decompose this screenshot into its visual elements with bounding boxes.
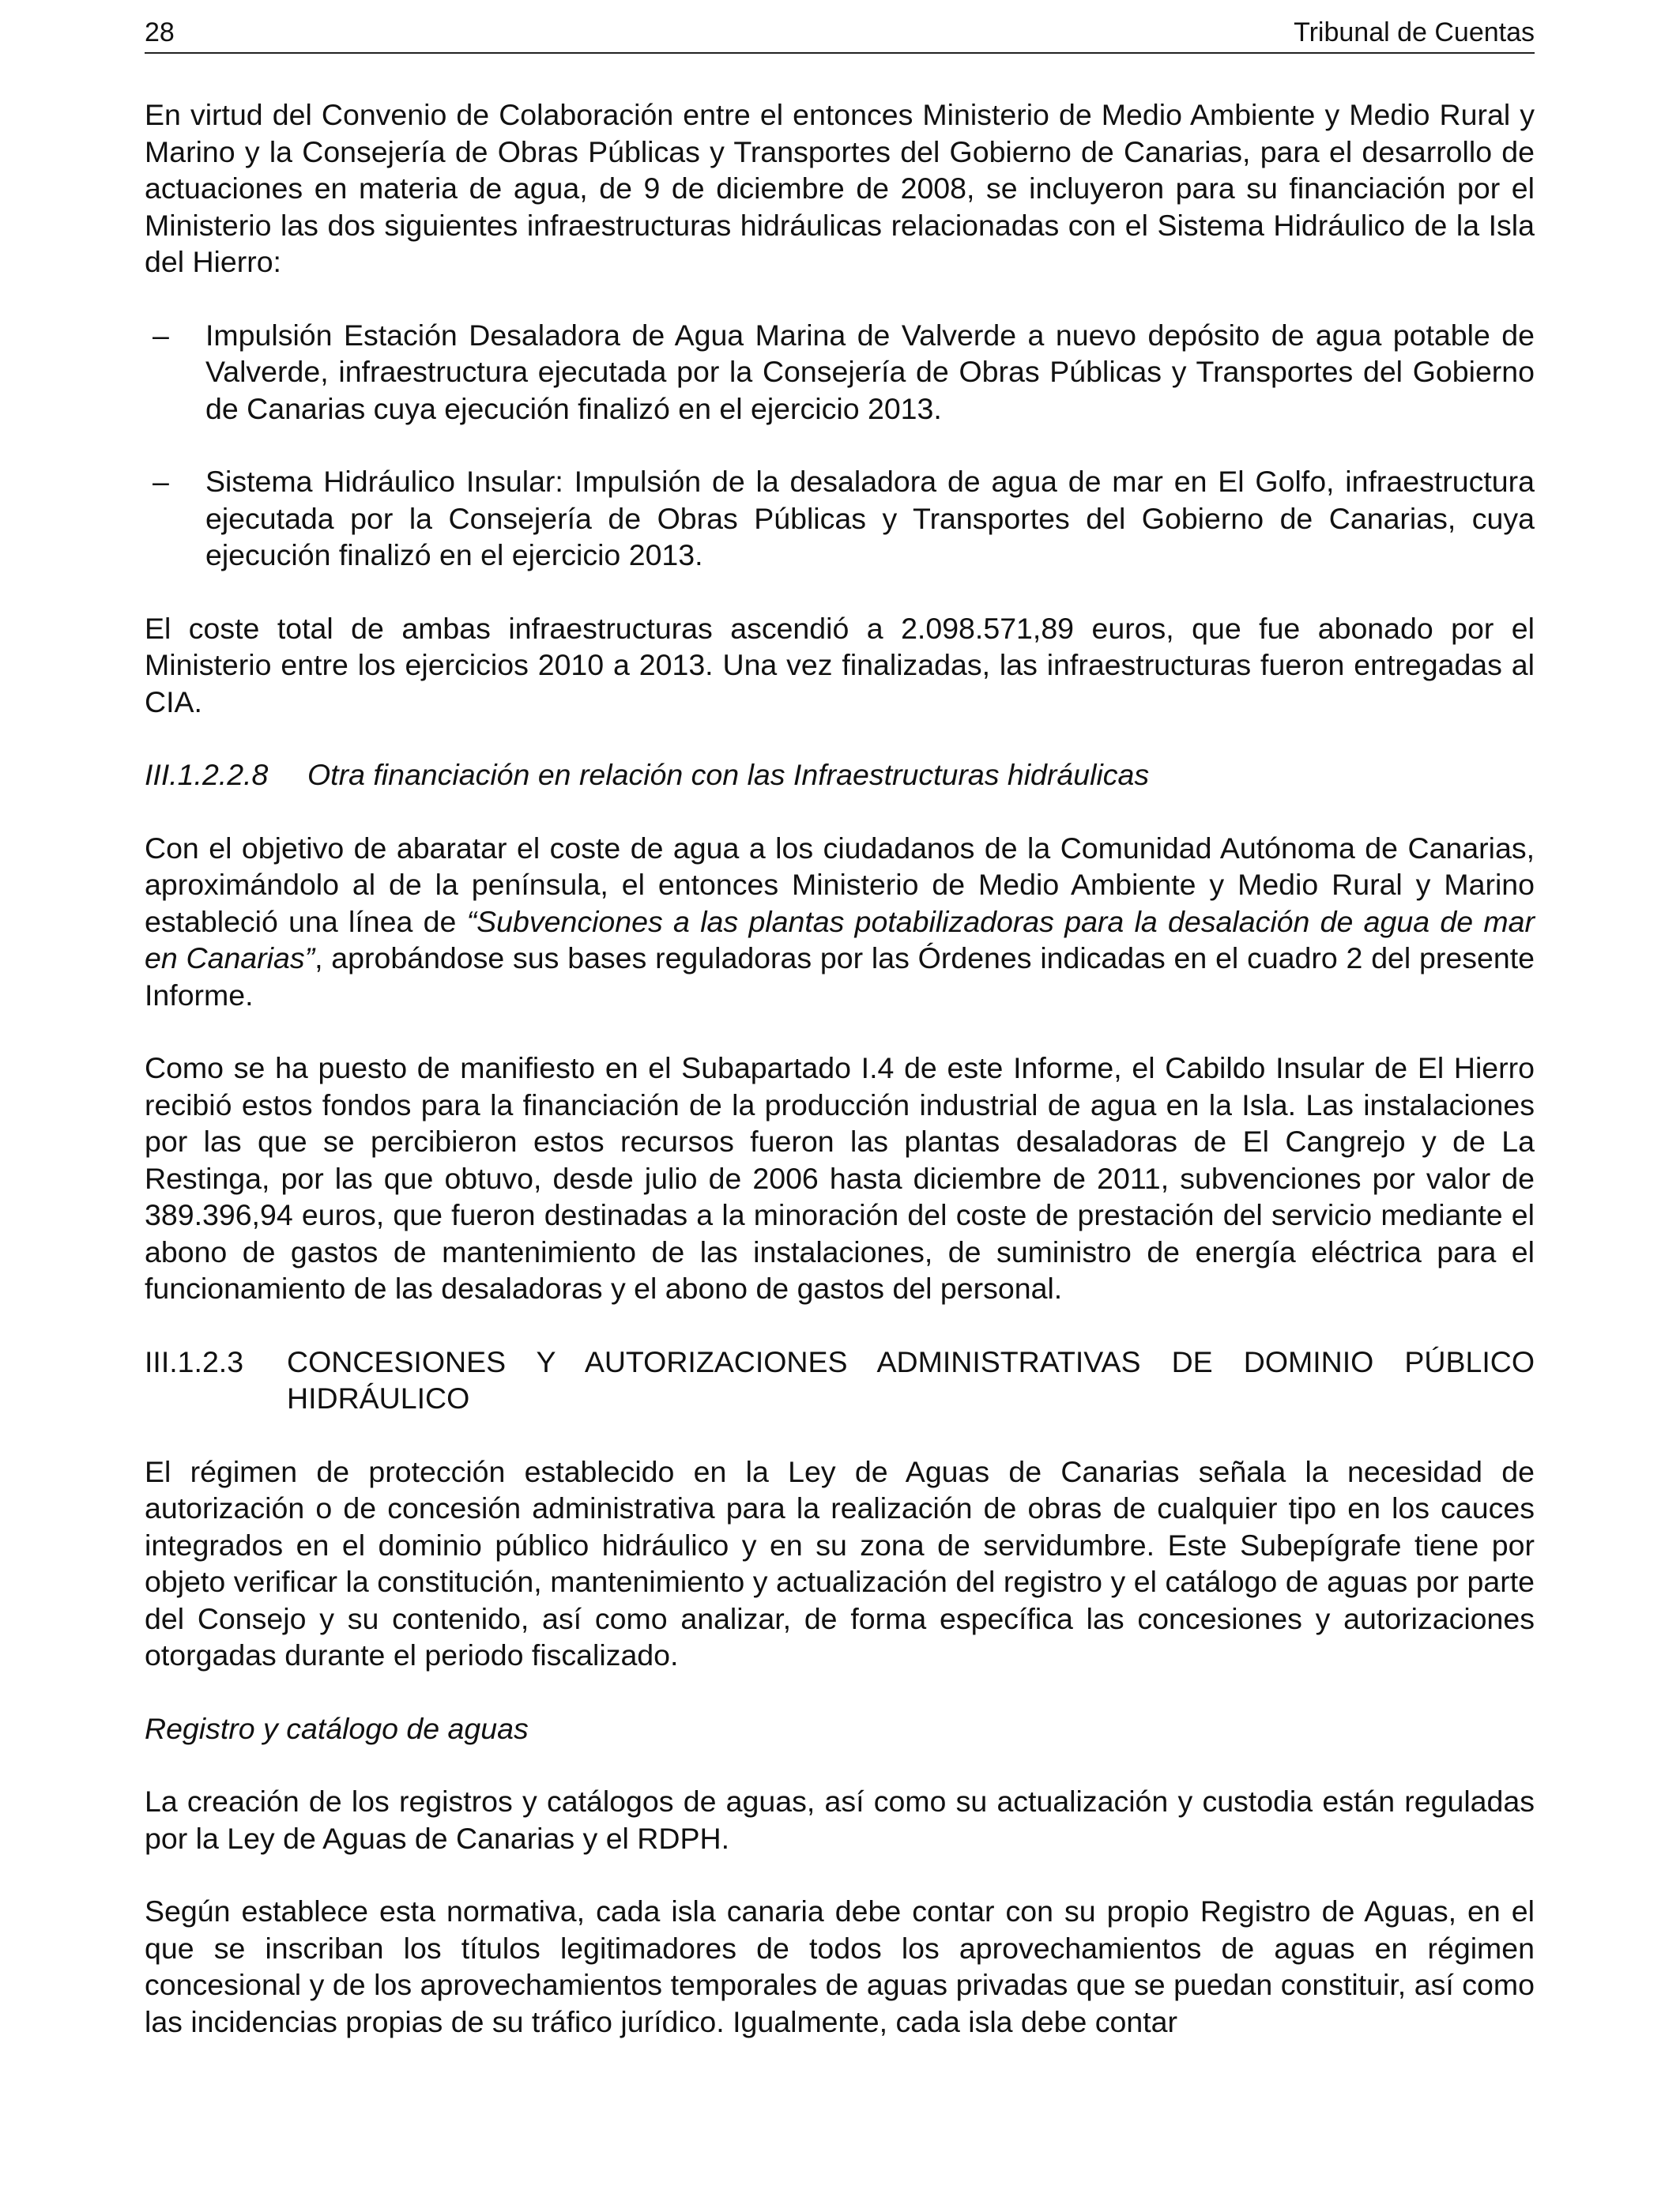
dash-bullet: – bbox=[153, 318, 169, 352]
list-item bbox=[145, 463, 1535, 574]
subsection-number: III.1.2.2.8 bbox=[145, 758, 269, 791]
paragraph-cabildo: Como se ha puesto de manifiesto en el Subapartado I.4 de este Informe, el Cabildo Insular de El Hierro recibió estos fondos para la financiación de la producción industrial de agua en la Isla. Las instalaciones por las que se percibieron estos recursos fueron las plantas desaladoras de El Cangrejo y de La Restinga, por las que obtuvo, desde julio de 2006 hasta diciembre de 2011, subvenciones por valor de 389.396,94 euros, que fueron destinadas a la minoración del coste de prestación del servicio mediante el abono de gastos de mantenimiento de las instalaciones, de suministro de energía eléctrica para el funcionamiento de las desaladoras y el abono de gastos del personal. bbox=[145, 1051, 1535, 1305]
section-title: CONCESIONES Y AUTORIZACIONES ADMINISTRATIVAS DE DOMINIO PÚBLICO HIDRÁULICO bbox=[287, 1344, 1535, 1415]
dash-bullet: – bbox=[153, 465, 169, 498]
paragraph-coste-total: El coste total de ambas infraestructuras ascendió a 2.098.571,89 euros, que fue abonado por el Ministerio entre los ejercicios 2010 a 2013. Una vez finalizadas, las infraestructuras fueron entregadas al CIA. bbox=[145, 611, 1535, 718]
page-number: 28 bbox=[145, 17, 175, 47]
registro-heading: Registro y catálogo de aguas bbox=[145, 1711, 529, 1745]
section-heading bbox=[145, 1344, 1535, 1417]
paragraph-normativa: Según establece esta normativa, cada isla canaria debe contar con su propio Registro de Aguas, en el que se inscriban los títulos legitimadores de todos los aprovechamientos de aguas en régimen concesional y de los aprovechamientos temporales de aguas privadas que se puedan constituir, así como las incidencias propias de su tráfico jurídico. Igualmente, cada isla debe contar bbox=[145, 1894, 1535, 2038]
paragraph-regimen: El régimen de protección establecido en la Ley de Aguas de Canarias señala la necesidad de autorización o de concesión administrativa para la realización de obras de cualquier tipo en los cauces integrados en el dominio público hidráulico y en su zona de servidumbre. Este Subepígrafe tiene por objeto verificar la constitución, mantenimiento y actualización del registro y el catálogo de aguas por parte del Consejo y su contenido, así como analizar, de forma específica las concesiones y autorizaciones otorgadas durante el periodo fiscalizado. bbox=[145, 1454, 1535, 1672]
infrastructure-list bbox=[145, 317, 1535, 574]
paragraph-subvenciones bbox=[145, 830, 1535, 1014]
list-item bbox=[145, 317, 1535, 428]
subsection-title: Otra financiación en relación con las Infraestructuras hidráulicas bbox=[307, 758, 1150, 791]
paragraph-convenio: En virtud del Convenio de Colaboración entre el entonces Ministerio de Medio Ambiente y Medio Rural y Marino y la Consejería de Obras Públicas y Transportes del Gobierno de Canarias, para el desarrollo de actuaciones en materia de agua, de 9 de diciembre de 2008, se incluyeron para su financiación por el Ministerio las dos siguientes infraestructuras hidráulicas relacionadas con el Sistema Hidráulico de la Isla del Hierro: bbox=[145, 98, 1535, 278]
list-item-text: Impulsión Estación Desaladora de Agua Marina de Valverde a nuevo depósito de agua potable de Valverde, infraestructura ejecutada por la Consejería de Obras Públicas y Transportes del Gobierno de Canarias cuya ejecución finalizó en el ejercicio 2013. bbox=[205, 318, 1535, 425]
section-number: III.1.2.3 bbox=[145, 1344, 244, 1378]
document-body bbox=[145, 96, 1535, 2076]
quoted-program-name: “Subvenciones a las plantas potabilizadoras para la desalación de agua de mar en Canarias” bbox=[145, 904, 1535, 974]
running-title: Tribunal de Cuentas bbox=[1294, 17, 1535, 47]
paragraph-creacion-registros: La creación de los registros y catálogos de aguas, así como su actualización y custodia están reguladas por la Ley de Aguas de Canarias y el RDPH. bbox=[145, 1785, 1535, 1855]
list-item-text: Sistema Hidráulico Insular: Impulsión de la desaladora de agua de mar en El Golfo, infraestructura ejecutada por la Consejería de Obras Públicas y Transportes del Gobierno de Canarias, cuya ejecución finalizó en el ejercicio 2013. bbox=[205, 465, 1535, 571]
paragraph-text: , aprobándose sus bases reguladoras por las Órdenes indicadas en el cuadro 2 del presente Informe. bbox=[145, 941, 1535, 1012]
subsection-heading bbox=[145, 756, 1535, 794]
page-header bbox=[145, 17, 1535, 54]
paragraph-text: Con el objetivo de abaratar el coste de agua a los ciudadanos de la Comunidad Autónoma de Canarias, aproximándolo al de la península, el entonces Ministerio de Medio Ambiente y Medio Rural y Marino estableció una línea de bbox=[145, 831, 1535, 938]
